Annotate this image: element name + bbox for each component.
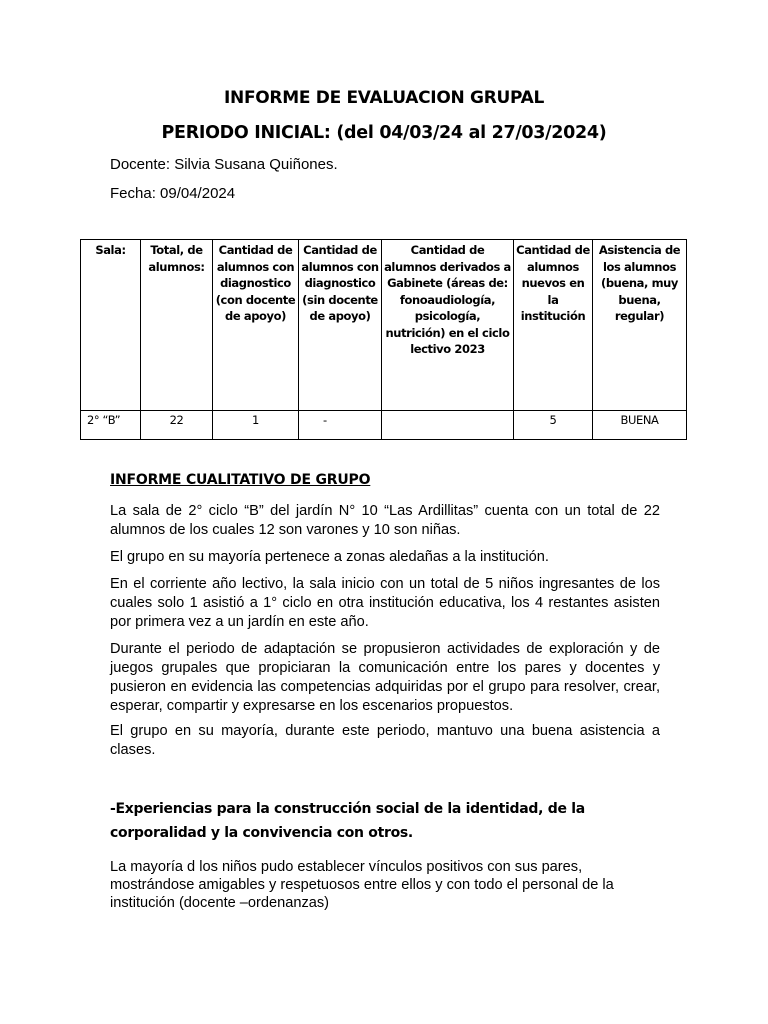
cell-diag-con-apoyo: 1 (213, 411, 299, 440)
date-line: Fecha: 09/04/2024 (110, 185, 236, 202)
experiences-paragraph: La mayoría d los niños pudo establecer vínculos positivos con sus pares, mostrándose amigables y respetuosos entre ellos y con todo el personal de la institución (docente –ordenanzas) (110, 859, 614, 911)
paragraph-new-students: En el corriente año lectivo, la sala inicio con un total de 5 niños ingresantes de los cuales solo 1 asistió a 1° ciclo en otra institución educativa, los 4 restantes asisten por primera vez a un jardín en este año. (110, 576, 660, 630)
cell-sala: 2° “B” (81, 411, 141, 440)
paragraph-zones: El grupo en su mayoría pertenece a zonas aledañas a la institución. (110, 549, 549, 565)
cell-diag-sin-apoyo: - (299, 411, 382, 440)
experiences-title: -Experiencias para la construcción social de la identidad, de la corporalidad y la convivencia con otros. (110, 801, 585, 841)
report-title: INFORME DE EVALUACION GRUPAL (224, 88, 544, 108)
header-cell-gabinete: Cantidad de alumnos derivados a Gabinete (áreas de: fonoaudiología, psicología, nutrición) en el ciclo lectivo 2023 (382, 240, 514, 411)
cell-gabinete (382, 411, 514, 440)
paragraph-adaptation: Durante el periodo de adaptación se propusieron actividades de exploración y de juegos grupales que propiciaran la comunicación entre los pares y docentes y pusieron en evidencia las competencias adquiridas por el grupo para resolver, crear, esperar, compartir y expresarse en los escenarios propuestos. (110, 641, 660, 714)
period-title: PERIODO INICIAL: (del 04/03/24 al 27/03/2024) (161, 123, 607, 143)
cell-asistencia: BUENA (593, 411, 687, 440)
header-cell-total: Total, de alumnos: (141, 240, 213, 411)
header-cell-diag-con-apoyo: Cantidad de alumnos con diagnostico (con docente de apoyo) (213, 240, 299, 411)
evaluation-table (80, 239, 687, 440)
header-cell-asistencia: Asistencia de los alumnos (buena, muy buena, regular) (593, 240, 687, 411)
teacher-line: Docente: Silvia Susana Quiñones. (110, 156, 338, 173)
cell-total: 22 (141, 411, 213, 440)
header-cell-diag-sin-apoyo: Cantidad de alumnos con diagnostico (sin docente de apoyo) (299, 240, 382, 411)
table-row (81, 411, 687, 440)
paragraph-group-size: La sala de 2° ciclo “B” del jardín N° 10 “Las Ardillitas” cuenta con un total de 22 alumnos de los cuales 12 son varones y 10 son niñas. (110, 503, 660, 538)
header-cell-sala: Sala: (81, 240, 141, 411)
qualitative-report-title: INFORME CUALITATIVO DE GRUPO (110, 472, 371, 488)
cell-nuevos: 5 (514, 411, 593, 440)
paragraph-attendance: El grupo en su mayoría, durante este periodo, mantuvo una buena asistencia a clases. (110, 723, 660, 758)
table-header-row (81, 240, 687, 411)
header-cell-nuevos: Cantidad de alumnos nuevos en la institución (514, 240, 593, 411)
